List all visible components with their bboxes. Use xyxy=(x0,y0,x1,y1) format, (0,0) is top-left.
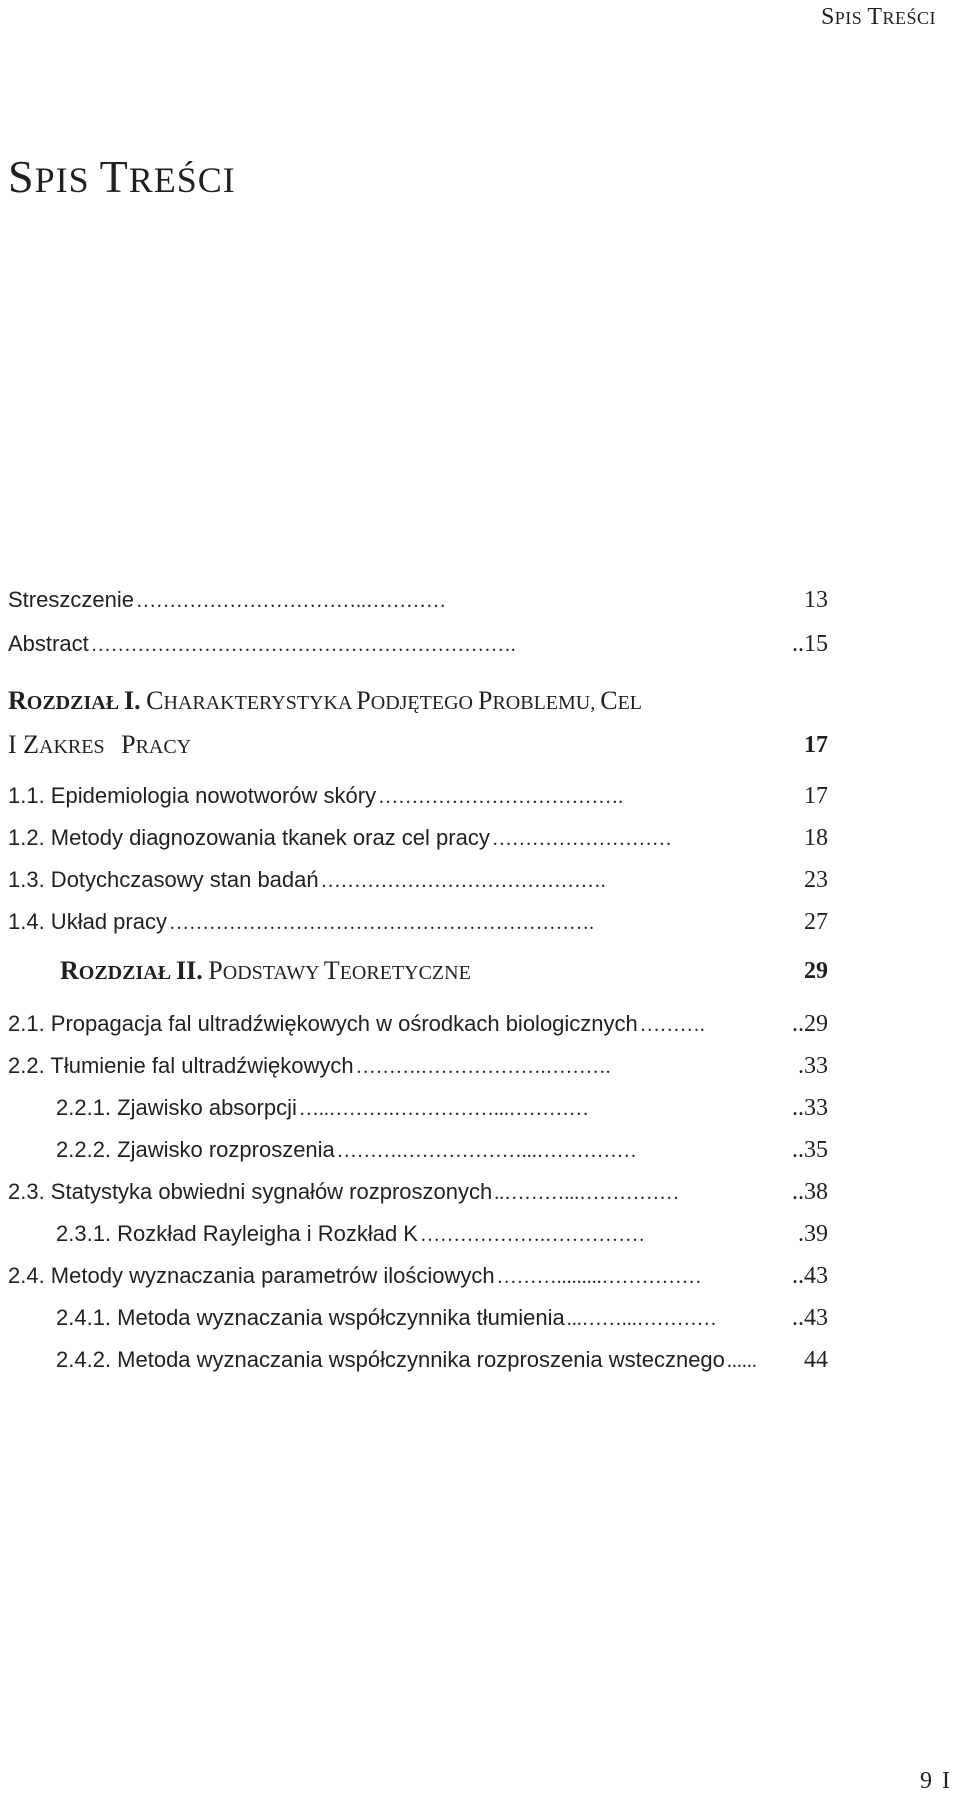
chapter-heading-part: EORETYCZNE xyxy=(339,962,471,984)
chapter-heading-part: C xyxy=(146,686,164,715)
toc-page-number: 27 xyxy=(804,909,828,935)
toc-entry-label: 2.1. Propagacja fal ultradźwiękowych w ośrodkach biologicznych xyxy=(8,1011,638,1036)
toc-page-number: ..38 xyxy=(792,1179,828,1205)
chapter-heading-part: I. xyxy=(124,686,141,715)
toc-leader: ..………...…………… xyxy=(494,1182,680,1204)
toc-page-number: 17 xyxy=(804,732,828,758)
toc-entry-2-2-1[interactable] xyxy=(56,1095,828,1122)
chapter-heading-part: P xyxy=(356,686,371,715)
toc-entry-1-2[interactable] xyxy=(8,825,828,852)
toc-page-number: 17 xyxy=(804,783,828,809)
toc-entry-label: 2.3. Statystyka obwiedni sygnałów rozproszonych xyxy=(8,1179,493,1204)
running-head-part: REŚCI xyxy=(882,8,936,28)
toc-entry-streszczenie[interactable] xyxy=(8,587,828,614)
toc-entry-2-4[interactable] xyxy=(8,1263,828,1290)
chapter-heading-part: II. xyxy=(176,956,203,985)
chapter-heading-part: R xyxy=(60,956,79,985)
title-part: S xyxy=(8,151,35,202)
toc-page-number: 13 xyxy=(804,587,828,613)
toc-entry-1-3[interactable] xyxy=(8,867,828,894)
title-part: REŚCI xyxy=(128,160,236,200)
chapter-heading-part: C xyxy=(600,686,618,715)
toc-leader: ………………………………. xyxy=(378,786,624,808)
chapter-heading-part: HARAKTERYSTYKA xyxy=(163,692,357,714)
toc-entry-2-4-1[interactable] xyxy=(56,1305,828,1332)
toc-entry-abstract[interactable] xyxy=(8,631,828,658)
toc-leader: ...……...………… xyxy=(566,1308,717,1330)
toc-leader: ……….………………...…………… xyxy=(336,1140,637,1162)
toc-page-number: ..33 xyxy=(792,1095,828,1121)
toc-leader: ………………………………………………………. xyxy=(90,634,516,656)
chapter-heading-part: T xyxy=(323,956,340,985)
chapter-heading-part: R xyxy=(8,686,27,715)
toc-entry-2-2[interactable] xyxy=(8,1053,828,1080)
toc-leader: ...... xyxy=(726,1350,757,1372)
running-head xyxy=(821,4,936,31)
chapter-heading-part: P xyxy=(208,956,223,985)
toc-entry-label: 1.2. Metody diagnozowania tkanek oraz cel pracy xyxy=(8,825,490,850)
title-part: T xyxy=(99,151,129,202)
toc-entry-2-3-1[interactable] xyxy=(56,1221,828,1248)
chapter-heading-part: ODJĘTEGO xyxy=(370,692,478,714)
running-head-part: PIS xyxy=(834,8,868,28)
toc-page-number: 18 xyxy=(804,825,828,851)
page-title xyxy=(8,150,236,203)
toc-page-number: .39 xyxy=(798,1221,828,1247)
toc-entry-label: Streszczenie xyxy=(8,587,134,612)
toc-leader: ……………………………………. xyxy=(320,870,606,892)
running-head-part: S xyxy=(820,4,835,30)
toc-leader: ……………….…………… xyxy=(419,1224,645,1246)
chapter-heading-part: EL xyxy=(617,692,643,714)
toc-entry-label: 2.2.1. Zjawisko absorpcji xyxy=(56,1095,297,1120)
page-number: 9 I xyxy=(920,1768,952,1794)
toc-leader: ………………………………………………………. xyxy=(168,912,594,934)
toc-page-number: 23 xyxy=(804,867,828,893)
toc-page-number: ..15 xyxy=(792,631,828,657)
toc-entry-label: 2.4.2. Metoda wyznaczania współczynnika rozproszenia wstecznego xyxy=(56,1347,725,1372)
toc-page-number: ..29 xyxy=(792,1011,828,1037)
toc-entry-label: Abstract xyxy=(8,631,89,656)
toc-leader: ……………………… xyxy=(491,828,672,850)
toc-entry-label: 1.1. Epidemiologia nowotworów skóry xyxy=(8,783,377,808)
chapter-heading-part: RACY xyxy=(135,736,192,758)
chapter-heading-part: AKRES xyxy=(39,736,105,758)
toc-entry-label: 1.3. Dotychczasowy stan badań xyxy=(8,867,319,892)
toc-chapter-1-line1[interactable] xyxy=(8,686,642,716)
toc-entry-2-1[interactable] xyxy=(8,1011,828,1038)
toc-page-number: ..43 xyxy=(792,1305,828,1331)
toc-entry-1-1[interactable] xyxy=(8,783,828,810)
chapter-heading-part: OZDZIAŁ xyxy=(78,962,177,984)
toc-entry-1-4[interactable] xyxy=(8,909,828,936)
toc-leader: ……….……………….………. xyxy=(355,1056,611,1078)
toc-entry-2-4-2[interactable] xyxy=(56,1347,828,1374)
toc-entry-label: 2.3.1. Rozkład Rayleigha i Rozkład K xyxy=(56,1221,418,1246)
toc-entry-label: 2.2. Tłumienie fal ultradźwiękowych xyxy=(8,1053,354,1078)
toc-page-number: 44 xyxy=(804,1347,828,1373)
toc-entry-label: 2.4. Metody wyznaczania parametrów ilościowych xyxy=(8,1263,495,1288)
toc-chapter-2[interactable] xyxy=(60,956,828,986)
toc-leader: ……………………………..………… xyxy=(135,590,446,612)
toc-entry-label: 2.4.1. Metoda wyznaczania współczynnika tłumienia xyxy=(56,1305,565,1330)
toc-leader: ……….........…………… xyxy=(496,1266,702,1288)
chapter-heading-part: OZDZIAŁ xyxy=(26,692,125,714)
running-head-part: T xyxy=(867,4,883,30)
toc-entry-2-3[interactable] xyxy=(8,1179,828,1206)
toc-entry-label: 1.4. Układ pracy xyxy=(8,909,167,934)
toc-page-number: 29 xyxy=(804,958,828,984)
toc-leader: ………. xyxy=(639,1014,705,1036)
toc-page-number: ..35 xyxy=(792,1137,828,1163)
chapter-heading-part: P xyxy=(121,730,136,759)
toc-page-number: ..43 xyxy=(792,1263,828,1289)
toc-page-number: .33 xyxy=(798,1053,828,1079)
chapter-heading-part: P xyxy=(477,686,493,715)
title-part: PIS xyxy=(34,160,100,200)
chapter-heading-part: I Z xyxy=(8,730,40,759)
chapter-heading-part: ROBLEMU, xyxy=(492,692,601,714)
chapter-heading-part: ODSTAWY xyxy=(222,962,324,984)
toc-entry-label: 2.2.2. Zjawisko rozproszenia xyxy=(56,1137,335,1162)
toc-entry-2-2-2[interactable] xyxy=(56,1137,828,1164)
toc-chapter-1-line2[interactable] xyxy=(8,730,828,760)
toc-leader: …..……….……………...………… xyxy=(298,1098,589,1120)
